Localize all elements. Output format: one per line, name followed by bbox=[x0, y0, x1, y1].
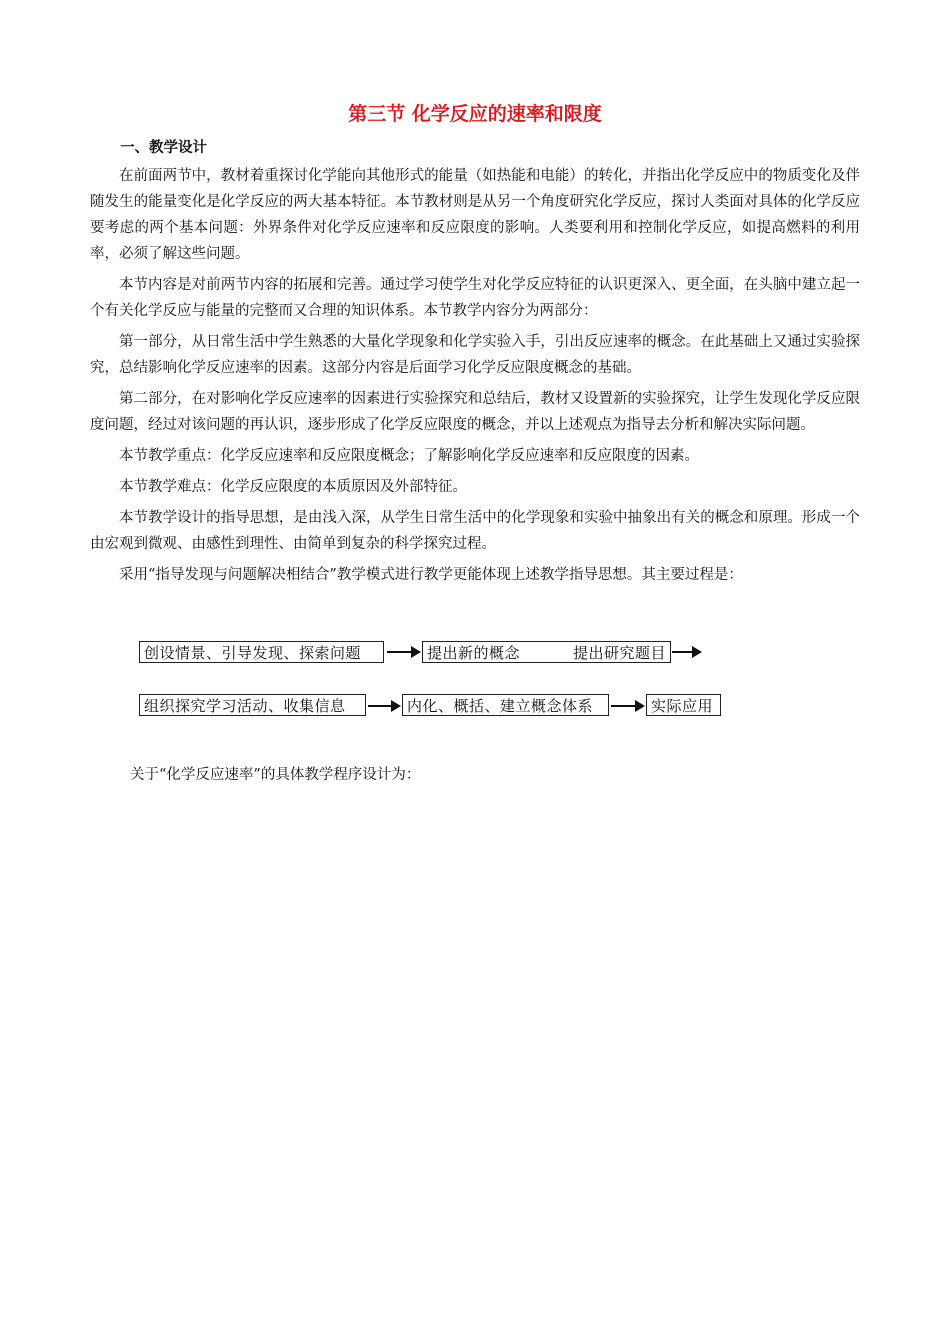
flow-box-create-situation: 创设情景、引导发现、探索问题 bbox=[139, 641, 384, 663]
body-text bbox=[90, 163, 860, 593]
flow-box-application: 实际应用 bbox=[646, 694, 721, 716]
paragraph-key-points: 本节教学重点：化学反应速率和反应限度概念；了解影响化学反应速率和反应限度的因素。 bbox=[119, 448, 699, 464]
flow-arrow-2 bbox=[672, 646, 702, 658]
section-heading: 一、教学设计 bbox=[120, 140, 207, 156]
process-flow-diagram bbox=[139, 637, 739, 722]
page-title: 第三节 化学反应的速率和限度 bbox=[348, 103, 602, 125]
paragraph-part-two: 第二部分，在对影响化学反应速率的因素进行实验探究和总结后，教材又设置新的实验探究，让学生发现化学反应限度问题，经过对该问题的再认识，逐步形成了化学反应限度的概念，并以上述观点为指导去分析和解决实际问题。 bbox=[90, 391, 860, 433]
paragraph-part-one: 第一部分，从日常生活中学生熟悉的大量化学现象和化学实验入手，引出反应速率的概念。在此基础上又通过实验探究，总结影响化学反应速率的因素。这部分内容是后面学习化学反应限度概念的基础。 bbox=[90, 334, 860, 376]
flow-box-research-topic: 提出研究题目 bbox=[572, 644, 666, 662]
flow-arrow-4 bbox=[611, 700, 645, 712]
flow-box-organize-inquiry: 组织探究学习活动、收集信息 bbox=[139, 694, 366, 716]
flow-box-new-concept: 提出新的概念 bbox=[427, 644, 521, 662]
paragraph-guiding-idea: 本节教学设计的指导思想，是由浅入深，从学生日常生活中的化学现象和实验中抽象出有关的概念和原理。形成一个由宏观到微观、由感性到理性、由简单到复杂的科学探究过程。 bbox=[90, 510, 860, 552]
flow-arrow-3 bbox=[368, 700, 401, 712]
flow-arrow-1 bbox=[387, 646, 421, 658]
paragraph-teaching-mode: 采用“指导发现与问题解决相结合”教学模式进行教学更能体现上述教学指导思想。其主要过程是： bbox=[119, 567, 743, 583]
flow-box-internalize: 内化、概括、建立概念体系 bbox=[402, 694, 609, 716]
flow-box-new-concept-group bbox=[422, 641, 671, 663]
closing-line: 关于“化学反应速率”的具体教学程序设计为： bbox=[130, 767, 421, 783]
paragraph-extension: 本节内容是对前两节内容的拓展和完善。通过学习使学生对化学反应特征的认识更深入、更全面，在头脑中建立起一个有关化学反应与能量的完整而又合理的知识体系。本节教学内容分为两部分： bbox=[90, 277, 860, 319]
paragraph-difficulties: 本节教学难点：化学反应限度的本质原因及外部特征。 bbox=[119, 479, 467, 495]
paragraph-intro: 在前面两节中，教材着重探讨化学能向其他形式的能量（如热能和电能）的转化，并指出化学反应中的物质变化及伴随发生的能量变化是化学反应的两大基本特征。本节教材则是从另一个角度研究化学反应，探讨人类面对具体的化学反应要考虑的两个基本问题：外界条件对化学反应速率和反应限度的影响。人类要利用和控制化学反应，如提高燃料的利用率，必须了解这些问题。 bbox=[90, 168, 860, 262]
